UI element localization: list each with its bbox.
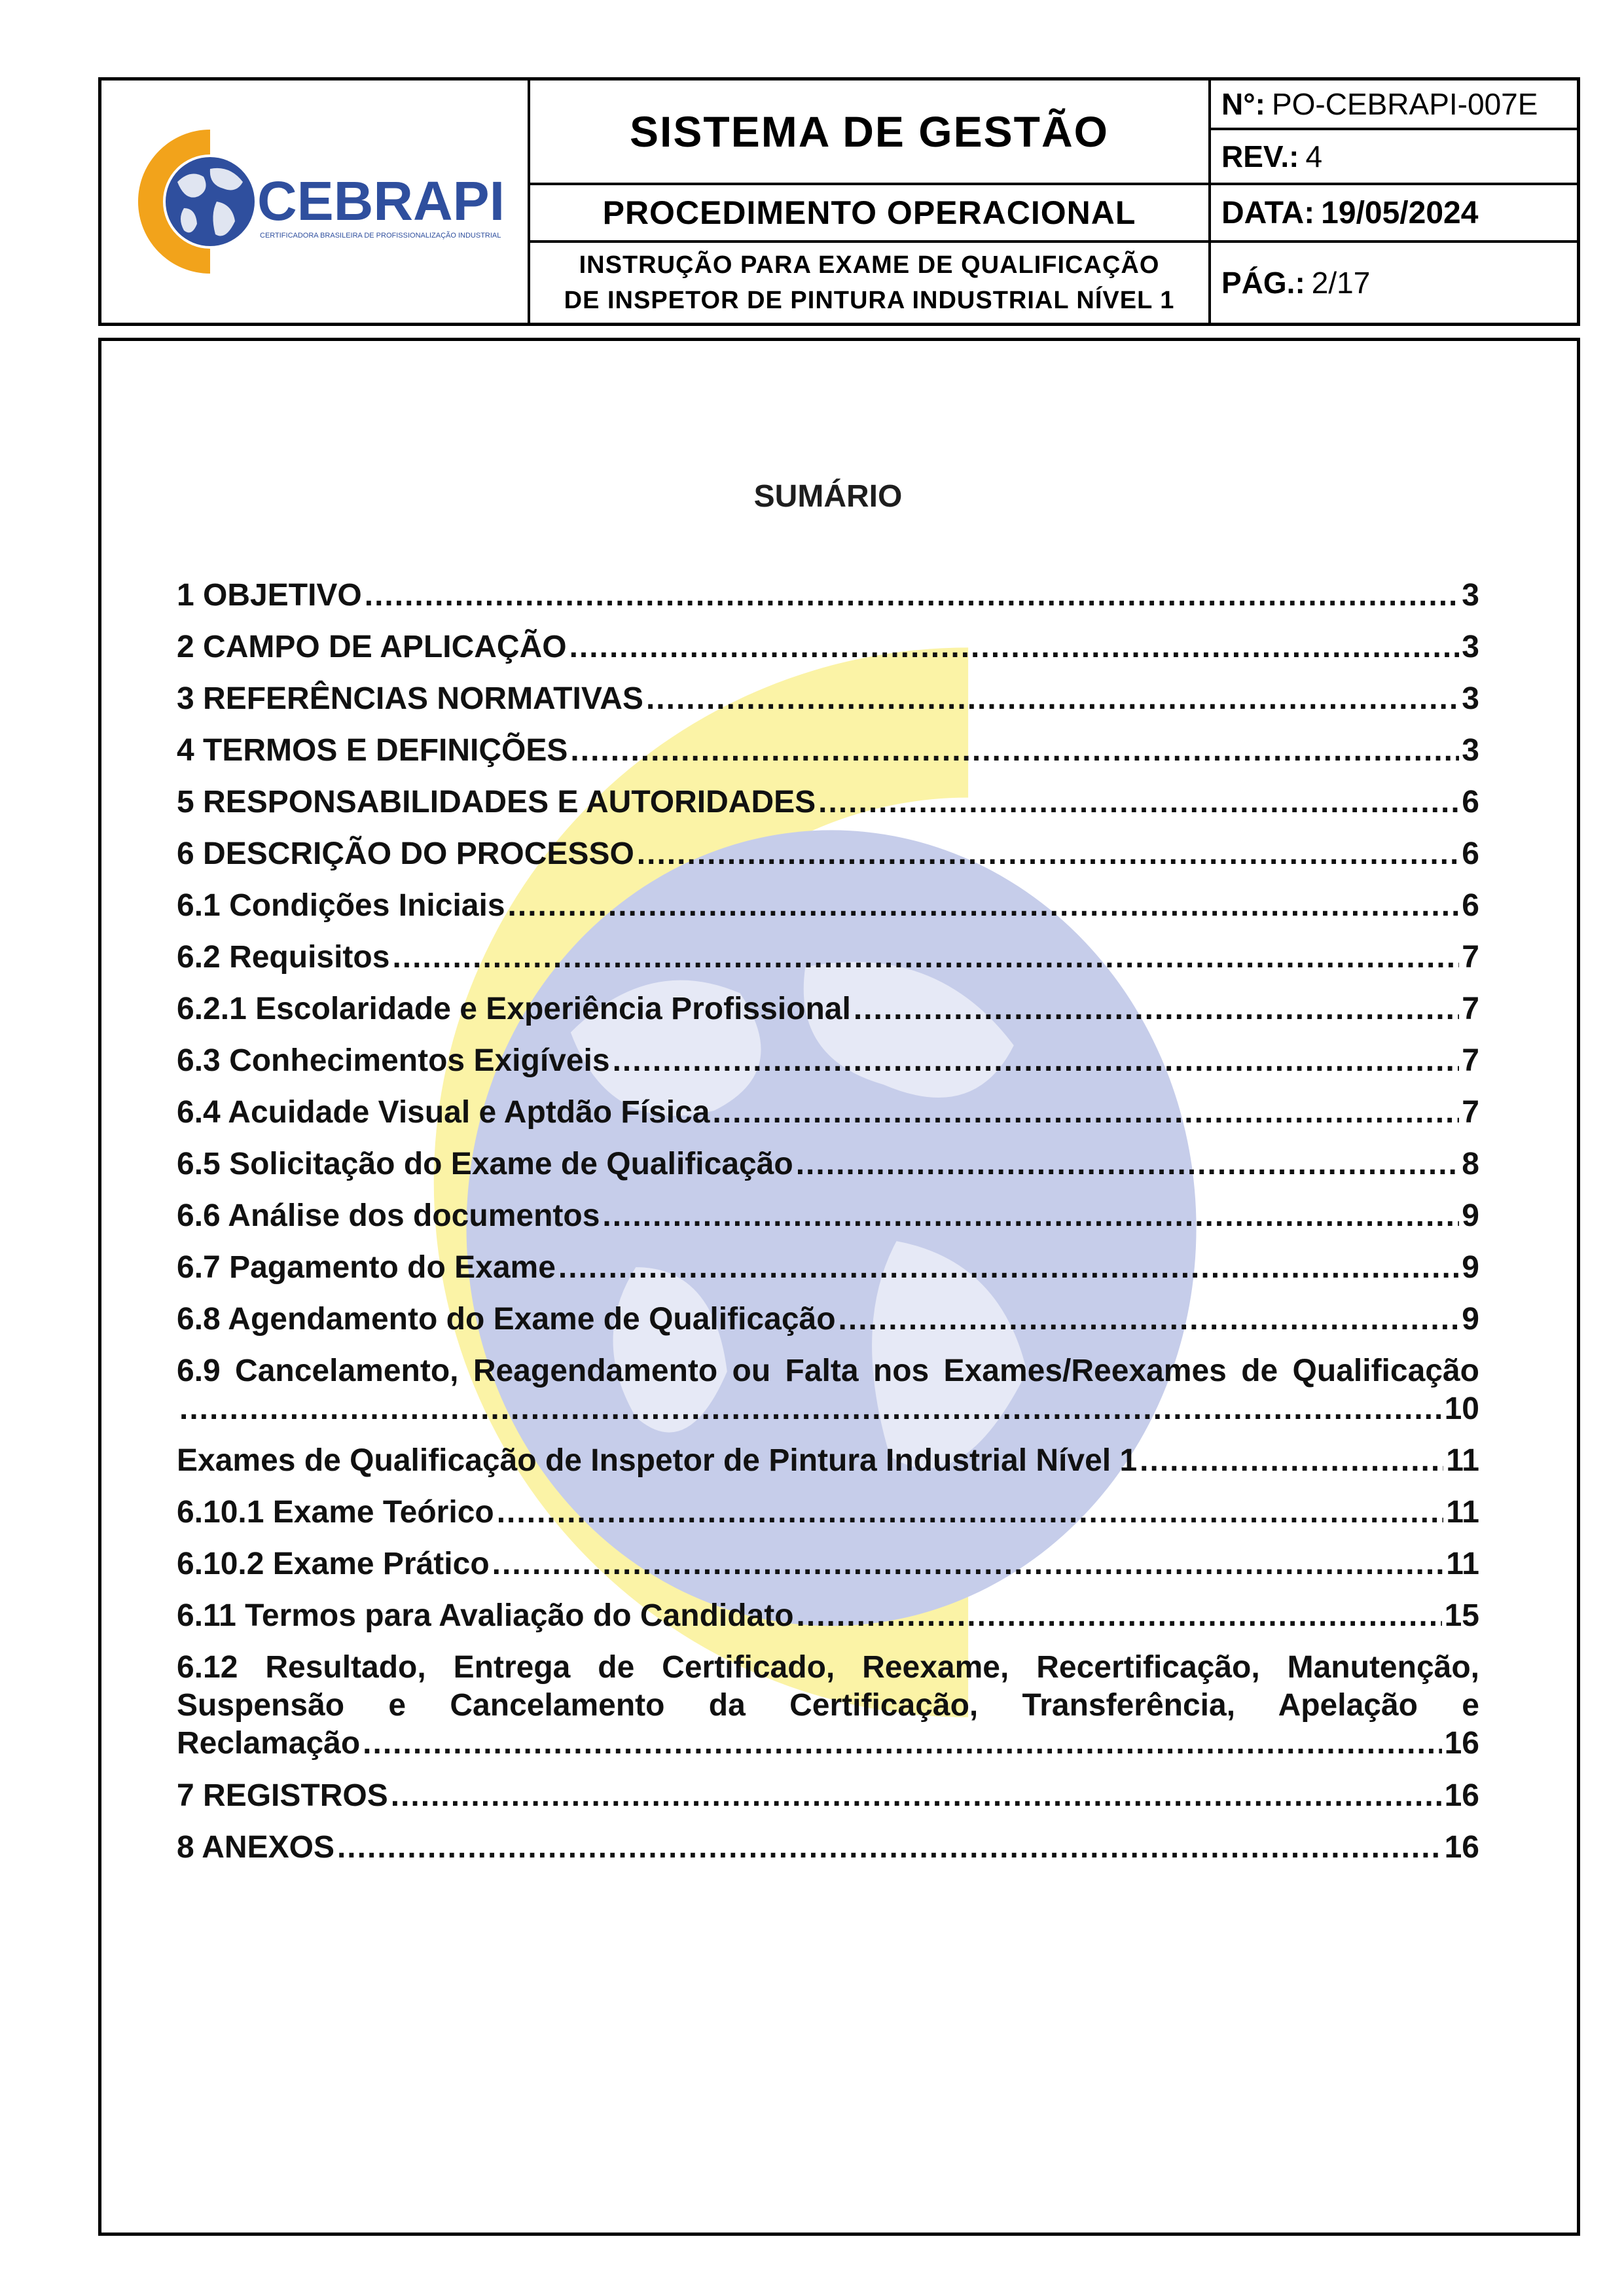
- toc-leader: [602, 1197, 1459, 1235]
- document-number-label: N°:: [1221, 87, 1265, 121]
- toc-page: 7: [1462, 940, 1479, 975]
- toc-leader: [613, 1042, 1460, 1080]
- toc-entry-label: 6.7 Pagamento do Exame: [177, 1250, 556, 1285]
- toc-page: 7: [1462, 992, 1479, 1026]
- toc-entry[interactable]: [177, 1352, 1479, 1442]
- toc-entry-label: 6.3 Conhecimentos Exigíveis: [177, 1043, 610, 1078]
- toc-entry[interactable]: [177, 1094, 1479, 1145]
- instruction-line-1: INSTRUÇÃO PARA EXAME DE QUALIFICAÇÃO: [579, 251, 1160, 279]
- document-date: [1211, 185, 1577, 243]
- toc-leader: [818, 783, 1459, 821]
- toc-entry[interactable]: [177, 939, 1479, 990]
- toc-leader: [558, 1249, 1459, 1287]
- toc-page: 11: [1446, 1547, 1479, 1581]
- toc-entry[interactable]: [177, 1145, 1479, 1197]
- logo-cell: [101, 81, 530, 323]
- toc-entry-line: Reclamação: [177, 1726, 361, 1761]
- toc-page: 9: [1462, 1250, 1479, 1285]
- instruction-line-2: DE INSPETOR DE PINTURA INDUSTRIAL NÍVEL 1: [564, 287, 1175, 314]
- toc-page: 16: [1444, 1830, 1479, 1865]
- procedure-title: PROCEDIMENTO OPERACIONAL: [530, 185, 1211, 243]
- document-number-value: PO-CEBRAPI-007E: [1271, 87, 1538, 121]
- page-number: [1211, 243, 1577, 323]
- document-info-column: [1211, 81, 1577, 323]
- toc-page: 7: [1462, 1095, 1479, 1130]
- revision-label: REV.:: [1221, 139, 1299, 173]
- toc-leader: [365, 577, 1460, 615]
- toc-leader: [796, 1145, 1460, 1183]
- toc-entry-label: 6.2.1 Escolaridade e Experiência Profissional: [177, 992, 851, 1026]
- page-value: 2/17: [1311, 266, 1371, 300]
- toc-entry-label: 1 OBJETIVO: [177, 578, 362, 613]
- toc-entry-label: 6.6 Análise dos documentos: [177, 1198, 600, 1233]
- toc-leader: [839, 1300, 1460, 1338]
- toc-leader: [637, 835, 1460, 873]
- toc-entry-label: Exames de Qualificação de Inspetor de Pintura Industrial Nível 1: [177, 1443, 1138, 1478]
- toc-entry[interactable]: [177, 680, 1479, 732]
- cebrapi-logo: [112, 103, 518, 300]
- toc-page: 15: [1444, 1598, 1479, 1633]
- toc-leader: [363, 1725, 1441, 1763]
- toc-entry-label: 6.2 Requisitos: [177, 940, 390, 975]
- toc-entry[interactable]: [177, 1442, 1479, 1494]
- toc-leader: [337, 1829, 1442, 1867]
- date-value: 19/05/2024: [1321, 195, 1479, 230]
- document-number: [1211, 81, 1577, 130]
- toc-page: 3: [1462, 733, 1479, 768]
- toc-entry[interactable]: [177, 887, 1479, 939]
- toc-page: 9: [1462, 1198, 1479, 1233]
- toc-page: 6: [1462, 785, 1479, 819]
- revision-value: 4: [1305, 139, 1323, 173]
- toc-page: 3: [1462, 681, 1479, 716]
- date-label: DATA:: [1221, 195, 1315, 230]
- toc-entry[interactable]: [177, 1494, 1479, 1545]
- toc-page: 3: [1462, 630, 1479, 664]
- toc-entry-label: 6.8 Agendamento do Exame de Qualificação: [177, 1302, 836, 1336]
- toc-entry[interactable]: [177, 1042, 1479, 1094]
- toc-entry-label: 6.11 Termos para Avaliação do Candidato: [177, 1598, 794, 1633]
- toc-leader: [797, 1597, 1442, 1635]
- toc-page: 6: [1462, 888, 1479, 923]
- toc-entry[interactable]: [177, 783, 1479, 835]
- toc-page: 3: [1462, 578, 1479, 613]
- toc-entry-label: 6.1 Condições Iniciais: [177, 888, 505, 923]
- toc-entry[interactable]: [177, 1829, 1479, 1880]
- toc-entry-label: 2 CAMPO DE APLICAÇÃO: [177, 630, 567, 664]
- page-label: PÁG.:: [1221, 266, 1305, 300]
- toc-leader: [646, 680, 1459, 718]
- toc-entry-label: 7 REGISTROS: [177, 1778, 388, 1813]
- document-header: [98, 77, 1580, 326]
- toc-leader: [391, 1777, 1442, 1815]
- toc-entry-label: 6.10.2 Exame Prático: [177, 1547, 490, 1581]
- toc-entry[interactable]: [177, 1777, 1479, 1829]
- toc-entry[interactable]: [177, 1545, 1479, 1597]
- toc-entry-label: 6.9 Cancelamento, Reagendamento ou Falta nos Exames/Reexames de Qualificação: [177, 1354, 1479, 1388]
- toc-entry[interactable]: [177, 1300, 1479, 1352]
- logo-subtitle: CERTIFICADORA BRASILEIRA DE PROFISSIONALIZAÇÃO INDUSTRIAL: [259, 232, 501, 240]
- toc-entry-label: 3 REFERÊNCIAS NORMATIVAS: [177, 681, 643, 716]
- toc-entry[interactable]: [177, 628, 1479, 680]
- toc-page: 16: [1444, 1726, 1479, 1761]
- toc-page: 7: [1462, 1043, 1479, 1078]
- summary-title: SUMÁRIO: [753, 479, 903, 514]
- toc-leader: [570, 732, 1459, 770]
- toc-leader: [492, 1545, 1444, 1583]
- toc-page: 11: [1446, 1495, 1479, 1530]
- logo-wordmark: CEBRAPI: [257, 170, 505, 232]
- toc-entry[interactable]: [177, 1597, 1479, 1649]
- toc-leader: [179, 1390, 1442, 1428]
- toc-page: 11: [1446, 1443, 1479, 1478]
- toc-leader: [569, 628, 1460, 666]
- toc-entry-label: 4 TERMOS E DEFINIÇÕES: [177, 733, 568, 768]
- toc-leader: [1140, 1442, 1443, 1480]
- toc-entry-line: Suspensão e Cancelamento da Certificação, Transferência, Apelação e: [177, 1688, 1479, 1723]
- toc-leader: [392, 939, 1459, 977]
- system-title: SISTEMA DE GESTÃO: [530, 81, 1211, 185]
- revision: [1211, 130, 1577, 185]
- toc-entry[interactable]: [177, 577, 1479, 628]
- toc-entry-label: 6 DESCRIÇÃO DO PROCESSO: [177, 836, 634, 871]
- toc-entry-label: 8 ANEXOS: [177, 1830, 334, 1865]
- content-frame: [98, 338, 1580, 2236]
- toc-page: 16: [1444, 1778, 1479, 1813]
- instruction-title: [530, 243, 1211, 323]
- toc-entry-label: 5 RESPONSABILIDADES E AUTORIDADES: [177, 785, 816, 819]
- toc-entry[interactable]: [177, 1249, 1479, 1300]
- toc-page: 6: [1462, 836, 1479, 871]
- toc-page: 10: [1444, 1391, 1479, 1426]
- toc-entry-label: 6.4 Acuidade Visual e Aptdão Física: [177, 1095, 710, 1130]
- toc-entry-label: 6.10.1 Exame Teórico: [177, 1495, 494, 1530]
- toc-list: [177, 577, 1479, 1880]
- toc-entry-line: 6.12 Resultado, Entrega de Certificado, Reexame, Recertificação, Manutenção,: [177, 1650, 1479, 1685]
- toc-entry[interactable]: [177, 835, 1479, 887]
- toc-entry[interactable]: [177, 1649, 1479, 1777]
- toc-entry-label: 6.5 Solicitação do Exame de Qualificação: [177, 1147, 793, 1181]
- toc-entry[interactable]: [177, 1197, 1479, 1249]
- toc-leader: [713, 1094, 1460, 1132]
- toc-leader: [508, 887, 1460, 925]
- toc-leader: [497, 1494, 1444, 1532]
- toc-leader: [854, 990, 1459, 1028]
- toc-page: 8: [1462, 1147, 1479, 1181]
- toc-entry[interactable]: [177, 990, 1479, 1042]
- toc-entry[interactable]: [177, 732, 1479, 783]
- toc-page: 9: [1462, 1302, 1479, 1336]
